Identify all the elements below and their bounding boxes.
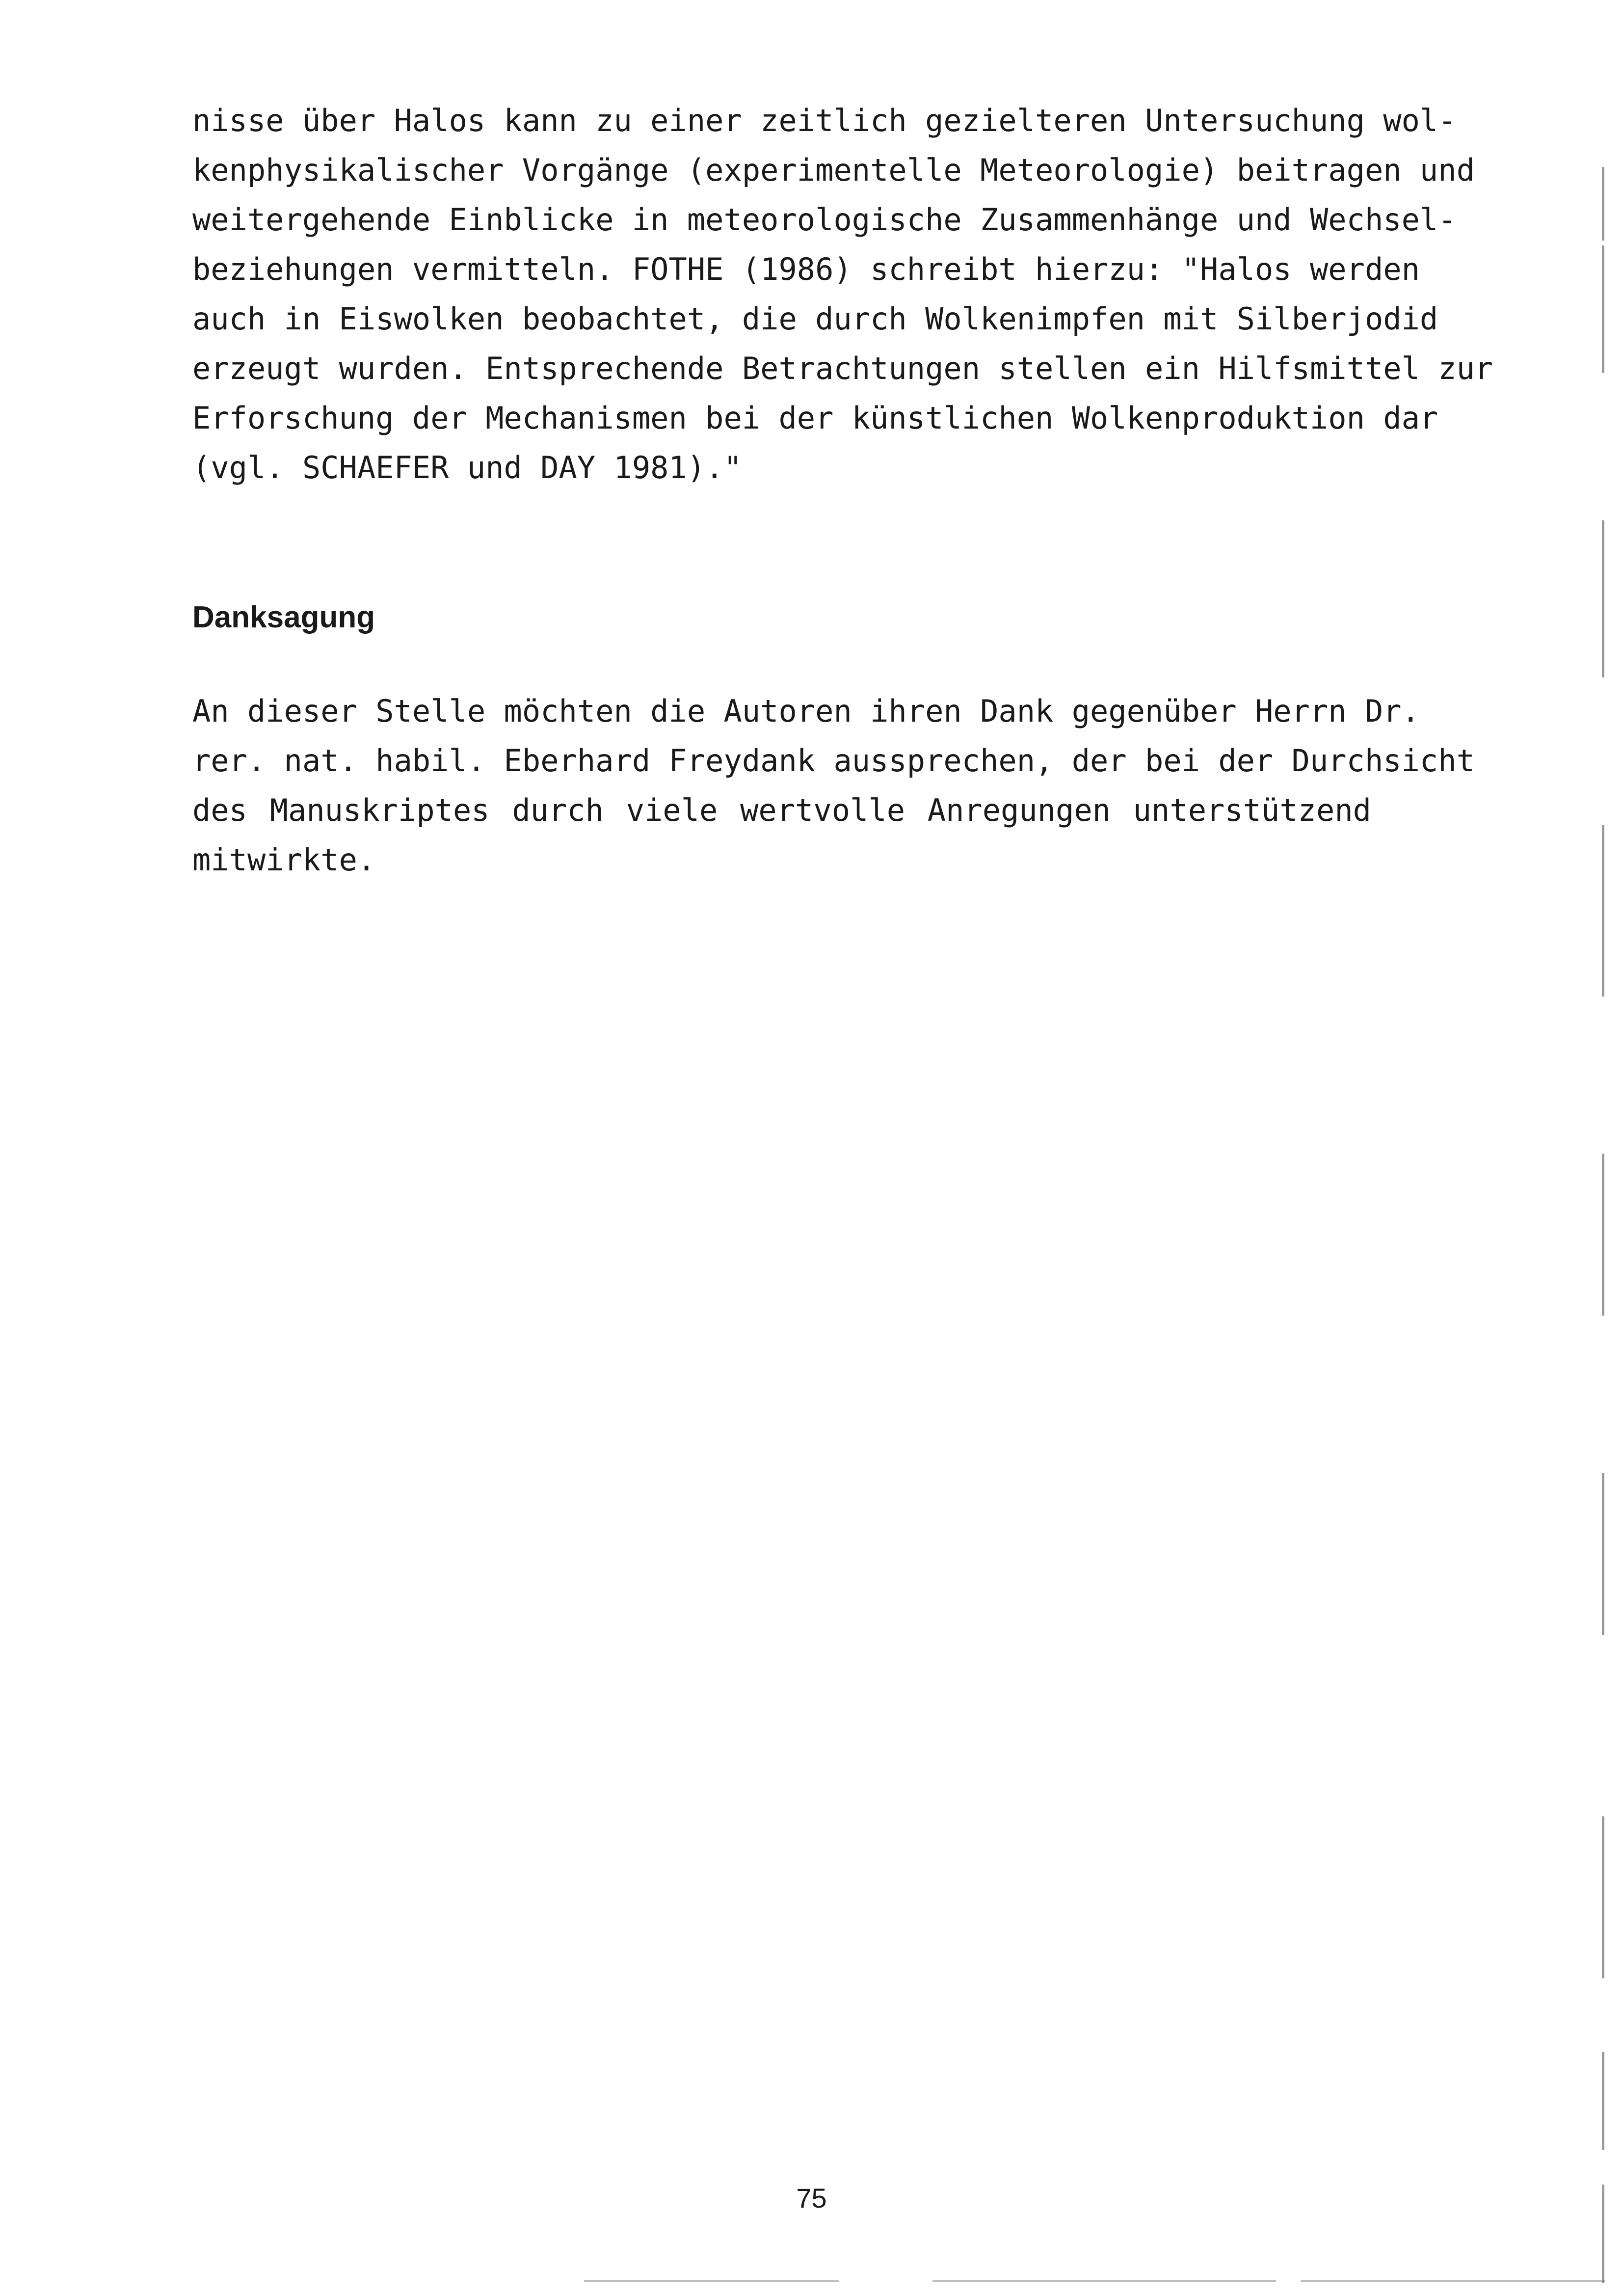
text-line: (vgl. SCHAEFER und DAY 1981)." <box>192 450 742 486</box>
section-heading-acknowledgement: Danksagung <box>192 600 375 634</box>
scan-artifact <box>932 2280 1276 2282</box>
text-line: nisse über Halos kann zu einer zeitlich gezielteren Untersuchung wol- <box>192 103 1457 138</box>
body-paragraph-acknowledgement <box>192 686 1475 885</box>
scan-artifact <box>1301 2280 1605 2282</box>
page-number: 75 <box>796 2183 827 2214</box>
scan-artifact <box>1602 245 1604 373</box>
text-line: erzeugt wurden. Entsprechende Betrachtungen stellen ein Hilfsmittel zur <box>192 351 1493 386</box>
scan-artifact <box>1602 2185 1604 2283</box>
text-line: des Manuskriptes durch viele wertvolle Anregungen unterstützend <box>192 792 1371 828</box>
scan-artifact <box>1602 1816 1604 1978</box>
text-line: mitwirkte. <box>192 842 376 878</box>
text-line: An dieser Stelle möchten die Autoren ihren Dank gegenüber Herrn Dr. <box>192 693 1420 729</box>
body-paragraph-continuation <box>192 96 1493 492</box>
scan-artifact <box>584 2280 839 2282</box>
text-line: Erforschung der Mechanismen bei der künstlichen Wolkenproduktion dar <box>192 400 1438 436</box>
scan-artifact <box>1602 2052 1604 2150</box>
scan-artifact <box>1602 825 1604 997</box>
scan-artifact <box>1602 167 1604 241</box>
scan-artifact <box>1602 1473 1604 1635</box>
text-line: rer. nat. habil. Eberhard Freydank aussprechen, der bei der Durchsicht <box>192 743 1475 779</box>
text-line: weitergehende Einblicke in meteorologische Zusammenhänge und Wechsel- <box>192 202 1457 238</box>
text-line: beziehungen vermitteln. FOTHE (1986) schreibt hierzu: "Halos werden <box>192 251 1420 287</box>
scan-artifact <box>1602 520 1604 677</box>
scan-artifact <box>1602 1154 1604 1316</box>
text-line: auch in Eiswolken beobachtet, die durch Wolkenimpfen mit Silberjodid <box>192 301 1438 337</box>
text-line: kenphysikalischer Vorgänge (experimentelle Meteorologie) beitragen und <box>192 152 1475 188</box>
